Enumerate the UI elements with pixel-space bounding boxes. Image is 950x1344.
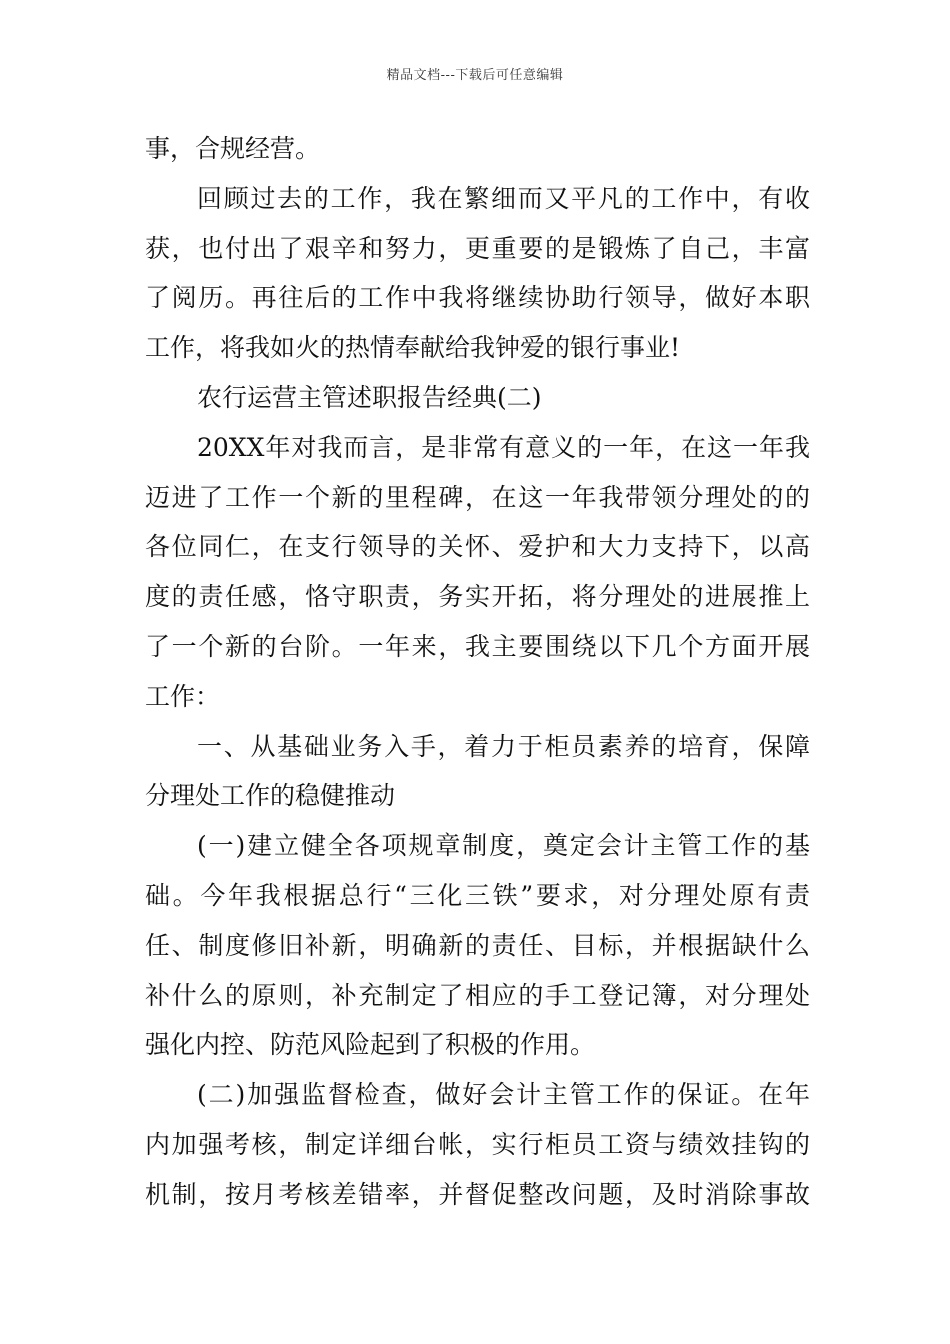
text-line: 事，合规经营。 xyxy=(145,134,321,163)
text-line: 各位同仁，在支行领导的关怀、爱护和大力支持下，以高 xyxy=(145,532,810,562)
text-line: 获，也付出了艰辛和努力，更重要的是锻炼了自己，丰富 xyxy=(145,233,810,263)
text-line: 机制，按月考核差错率，并督促整改问题，及时消除事故 xyxy=(145,1179,810,1209)
text-line: (二)加强监督检查，做好会计主管工作的保证。在年 xyxy=(197,1080,810,1110)
text-line: 回顾过去的工作，我在繁细而又平凡的工作中，有收 xyxy=(197,183,810,213)
text-line: 了一个新的台阶。一年来，我主要围绕以下几个方面开展 xyxy=(145,631,810,661)
text-line: 一、从基础业务入手，着力于柜员素养的培育，保障 xyxy=(197,731,810,761)
text-line: 工作，将我如火的热情奉献给我钟爱的银行事业! xyxy=(145,333,681,363)
page-header: 精品文档---下载后可任意编辑 xyxy=(386,68,564,83)
text-line: (一)建立健全各项规章制度，奠定会计主管工作的基 xyxy=(197,831,810,861)
text-line: 分理处工作的稳健推动 xyxy=(145,781,396,811)
text-line: 20XX年对我而言，是非常有意义的一年，在这一年我 xyxy=(197,432,810,462)
text-line: 内加强考核，制定详细台帐，实行柜员工资与绩效挂钩的 xyxy=(145,1129,810,1159)
text-line: 补什么的原则，补充制定了相应的手工登记簿，对分理处 xyxy=(145,980,810,1010)
text-line: 了阅历。再往后的工作中我将继续协助行领导，做好本职 xyxy=(145,283,810,313)
text-line: 任、制度修旧补新，明确新的责任、目标，并根据缺什么 xyxy=(145,930,810,960)
text-line: 强化内控、防范风险起到了积极的作用。 xyxy=(145,1030,596,1060)
text-line: 工作： xyxy=(145,681,221,711)
text-line: 度的责任感，恪守职责，务实开拓，将分理处的进展推上 xyxy=(145,582,810,612)
text-line: 迈进了工作一个新的里程碑，在这一年我带领分理处的的 xyxy=(145,482,810,512)
text-line: 础。今年我根据总行“三化三铁”要求，对分理处原有责 xyxy=(145,880,810,910)
document-body xyxy=(145,124,810,1220)
section-title: 农行运营主管述职报告经典(二) xyxy=(197,382,542,412)
